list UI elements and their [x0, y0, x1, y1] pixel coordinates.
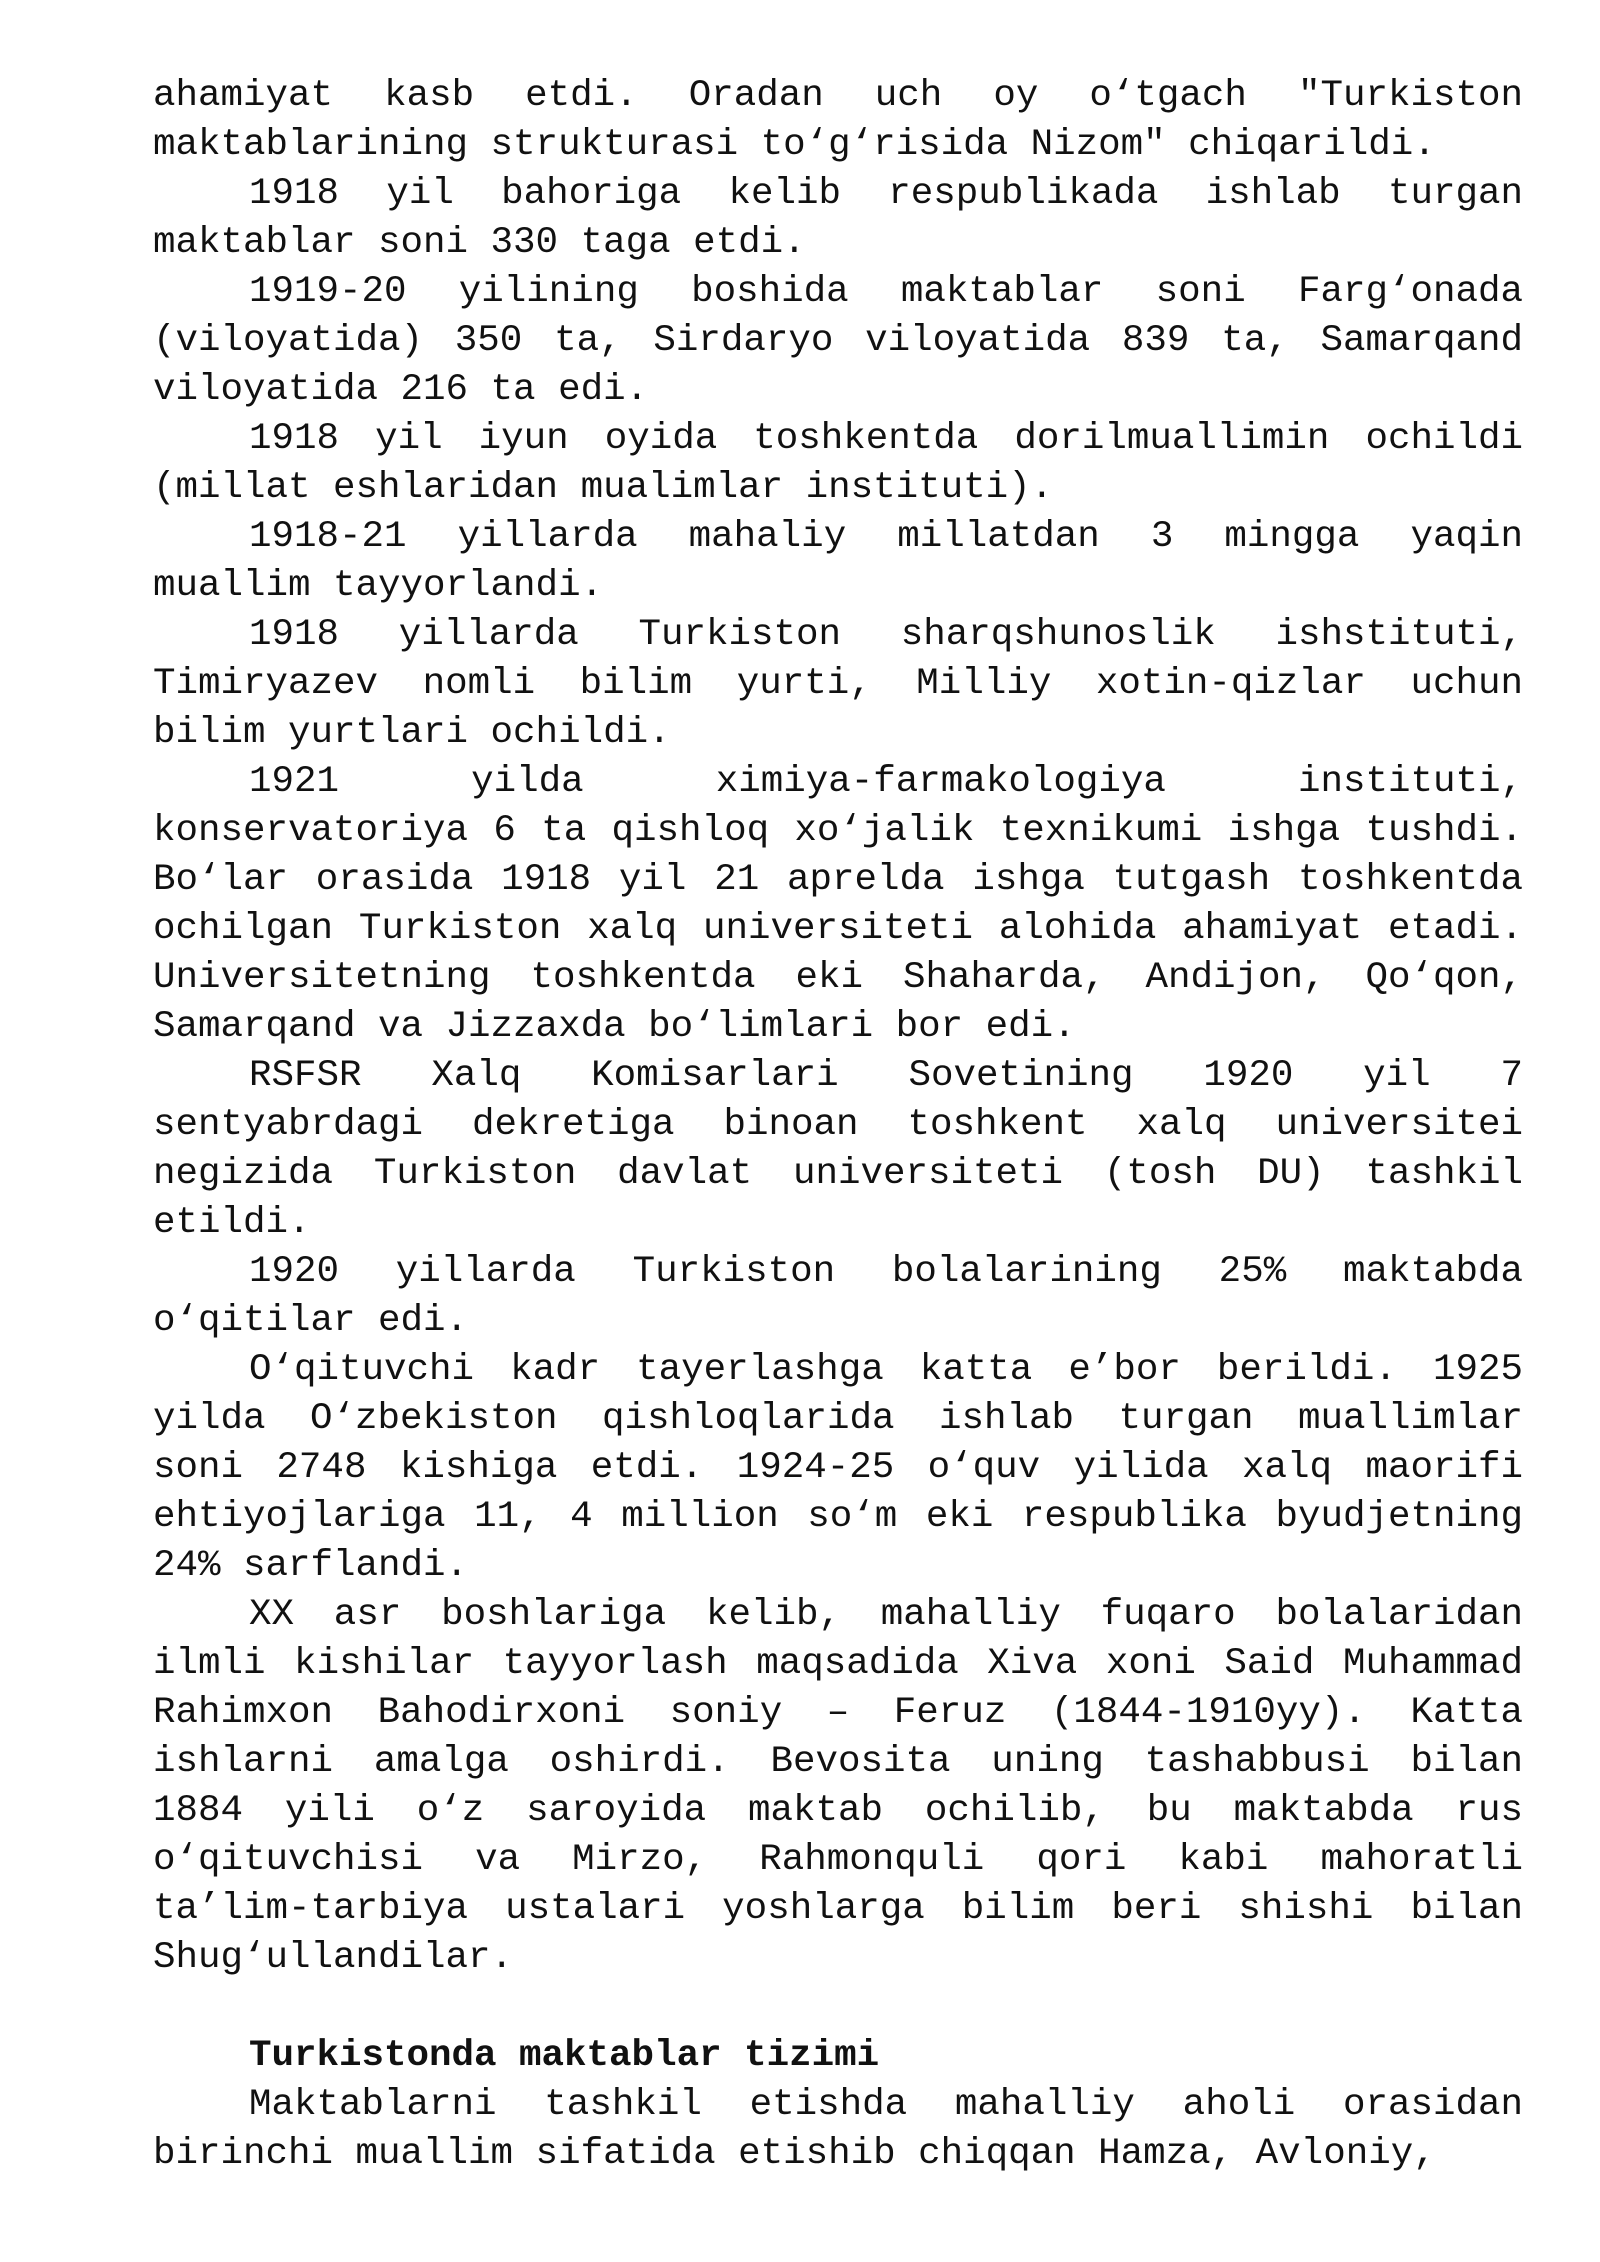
- paragraph: 1918-21 yillarda mahaliy millatdan 3 mingga yaqin muallim tayyorlandi.: [153, 516, 1523, 607]
- paragraph: 1919-20 yilining boshida maktablar soni Farg‘onada (viloyatida) 350 ta, Sirdaryo viloyatida 839 ta, Samarqand viloyatida 216 ta edi.: [153, 271, 1523, 411]
- paragraph: XX asr boshlariga kelib, mahalliy fuqaro bolalaridan ilmli kishilar tayyorlash maqsadida Xiva xoni Said Muhammad Rahimxon Bahodirxoni soniy – Feruz (1844-1910yy). Katta ishlarni amalga oshirdi. Bevosita uning tashabbusi bilan 1884 yili o‘z saroyida maktab ochilib, bu maktabda rus o‘qituvchisi va Mirzo, Rahmonquli qori kabi mahoratli ta’lim-tarbiya ustalari yoshlarga bilim beri shishi bilan Shug‘ullandilar.: [153, 1594, 1523, 1979]
- paragraph: 1918 yil iyun oyida toshkentda dorilmuallimin ochildi (millat eshlaridan mualimlar instituti).: [153, 418, 1523, 509]
- section-heading: Turkistonda maktablar tizimi: [249, 2035, 880, 2077]
- paragraph: 1918 yillarda Turkiston sharqshunoslik ishstituti, Timiryazev nomli bilim yurti, Milliy xotin-qizlar uchun bilim yurtlari ochildi.: [153, 614, 1523, 754]
- document-page: [153, 72, 1523, 2179]
- paragraph: O‘qituvchi kadr tayerlashga katta e’bor berildi. 1925 yilda O‘zbekiston qishloqlarida ishlab turgan muallimlar soni 2748 kishiga etdi. 1924-25 o‘quv yilida xalq maorifi ehtiyojlariga 11, 4 million so‘m eki respublika byudjetning 24% sarflandi.: [153, 1349, 1523, 1587]
- paragraph: Maktablarni tashkil etishda mahalliy aholi orasidan birinchi muallim sifatida etishib chiqqan Hamza, Avloniy,: [153, 2084, 1523, 2175]
- paragraph: 1921 yilda ximiya-farmakologiya instituti, konservatoriya 6 ta qishloq xo‘jalik texnikumi ishga tushdi. Bo‘lar orasida 1918 yil 21 aprelda ishga tutgash toshkentda ochilgan Turkiston xalq universiteti alohida ahamiyat etadi. Universitetning toshkentda eki Shaharda, Andijon, Qo‘qon, Samarqand va Jizzaxda bo‘limlari bor edi.: [153, 761, 1523, 1048]
- paragraph-continuation: ahamiyat kasb etdi. Oradan uch oy o‘tgach "Turkiston maktablarining strukturasi to‘g‘risida Nizom" chiqarildi.: [153, 75, 1523, 166]
- paragraph: 1920 yillarda Turkiston bolalarining 25% maktabda o‘qitilar edi.: [153, 1251, 1523, 1342]
- blank-line: [153, 1983, 1523, 2032]
- paragraph: 1918 yil bahoriga kelib respublikada ishlab turgan maktablar soni 330 taga etdi.: [153, 173, 1523, 264]
- paragraph: RSFSR Xalq Komisarlari Sovetining 1920 yil 7 sentyabrdagi dekretiga binoan toshkent xalq universitei negizida Turkiston davlat universiteti (tosh DU) tashkil etildi.: [153, 1055, 1523, 1244]
